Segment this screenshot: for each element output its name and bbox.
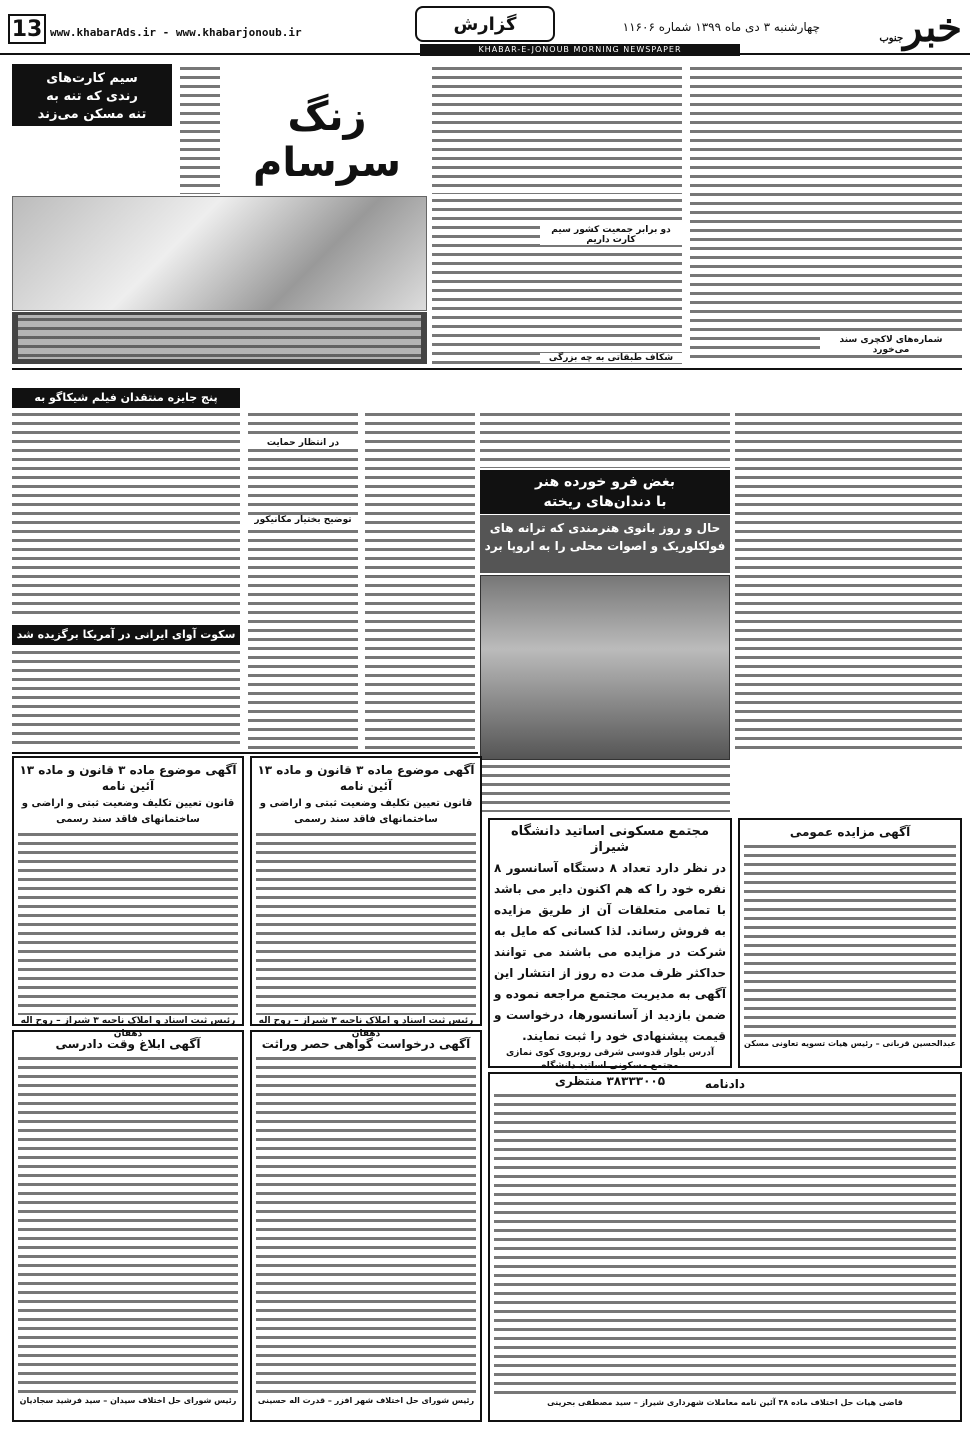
ad-subtitle: قانون تعیین تکلیف وضعیت ثبتی و اراضی و ساختمانهای فاقد سند رسمی xyxy=(259,798,473,825)
subheading: شکاف طبقاتی به چه بزرگی xyxy=(540,353,682,363)
ad-title: آگهی مزایده عمومی xyxy=(789,825,911,839)
voice-headline: سکوت آوای ایرانی در آمریکا برگزیده شد xyxy=(12,625,240,645)
ad-subtitle: قانون تعیین تکلیف وضعیت ثبتی و اراضی و ساختمانهای فاقد سند رسمی xyxy=(21,798,235,825)
newspaper-logo xyxy=(822,4,962,52)
website-urls: www.khabarAds.ir - www.khabarjonoub.ir xyxy=(50,26,302,39)
notice-ad xyxy=(12,1030,244,1422)
teaser-line-2: رندی که تنه به xyxy=(46,89,138,104)
headline-line-1: بغض فرو خورده هنر xyxy=(535,474,675,490)
article-text xyxy=(365,410,475,750)
ad-address: آدرس بلوار قدوسی شرقی روبروی کوی نمازی xyxy=(505,1048,715,1058)
headline-block xyxy=(222,64,432,194)
divider xyxy=(12,752,478,754)
ad-title: دادنامه xyxy=(704,1077,746,1091)
article-text xyxy=(432,196,682,364)
article-text xyxy=(12,648,240,750)
music-headline xyxy=(480,470,730,514)
ad-body xyxy=(256,1054,476,1394)
headline: زنگ سرسام xyxy=(253,94,401,186)
subheading: در انتظار حمایت xyxy=(248,438,358,448)
ad-title: آگهی موضوع ماده ۳ قانون و ماده ۱۳ آئین نامه xyxy=(257,763,475,793)
ad-title: آگهی موضوع ماده ۳ قانون و ماده ۱۳ آئین نامه xyxy=(19,763,237,793)
verdict-ad xyxy=(488,1072,962,1422)
ad-body xyxy=(744,842,956,1037)
photo-caption xyxy=(12,312,427,364)
ad-org: مجتمع مسکونی اساتید دانشگاه xyxy=(541,1061,679,1071)
music-subtitle: حال و روز بانوی هنرمندی که ترانه های فولکلوریک و اصوات محلی را به اروپا برد xyxy=(480,515,730,573)
page-number: 13 xyxy=(8,14,46,44)
subheading: دو برابر جمعیت کشور سیم کارت داریم xyxy=(540,225,682,245)
heirs-ad xyxy=(250,1030,482,1422)
ad-signature: رئیس ثبت اسناد و املاک ناحیه ۳ شیراز – روح اله دهقان xyxy=(258,1016,474,1039)
singer-photo xyxy=(480,575,730,760)
sim-card-photo xyxy=(12,196,427,311)
ad-body xyxy=(256,830,476,1015)
law-ad-1 xyxy=(12,756,244,1039)
article-text xyxy=(480,762,730,812)
ad-signature: رئیس شورای حل اختلاف شهر افزر – قدرت اله حسینی xyxy=(257,1396,475,1405)
article-text xyxy=(480,410,730,468)
article-text xyxy=(12,410,240,620)
section-title: گزارش xyxy=(415,6,555,42)
morning-bar: KHABAR-E-JONOUB MORNING NEWSPAPER xyxy=(420,44,740,56)
logo-text: خبر xyxy=(903,4,962,51)
article-text xyxy=(180,64,220,194)
ad-body xyxy=(18,1054,238,1394)
ad-body xyxy=(18,830,238,1015)
teaser-line-1: سیم کارت‌های xyxy=(46,71,138,86)
law-ad-2 xyxy=(250,756,482,1039)
ad-title: آگهی درخواست گواهی حصر وراثت xyxy=(261,1037,471,1051)
article-text xyxy=(735,410,962,750)
auction-ad xyxy=(738,818,962,1068)
ad-signature: رئیس شورای حل اختلاف سیدان – سید فرشید سجادیان xyxy=(19,1396,237,1405)
sim-card-teaser xyxy=(12,64,172,126)
ad-body xyxy=(494,1091,956,1396)
ad-signature: عبدالحسین قربانی – رئیس هیات تسویه تعاونی مسکن xyxy=(744,1039,956,1048)
headline-line-2: با دندان‌های ریخته xyxy=(543,494,667,510)
subheading: شماره‌های لاکچری سند می‌خورد xyxy=(820,335,962,355)
teaser-line-3: تنه مسکن می‌زند xyxy=(37,107,147,122)
article-text xyxy=(432,64,682,194)
subheading: توضیح بختیار مکانیکور xyxy=(248,515,358,525)
ad-signature: قاضی هیات حل اختلاف ماده ۳۸ آئین نامه معاملات شهرداری شیراز – سید مصطفی بحرینی xyxy=(547,1398,903,1407)
date-line: چهارشنبه ۳ دی ماه ۱۳۹۹ شماره ۱۱۶۰۶ xyxy=(622,20,820,34)
divider xyxy=(12,368,962,370)
logo-sub: جنوب xyxy=(879,33,904,44)
ad-body: در نظر دارد تعداد ۸ دستگاه آسانسور ۸ نفره خود را که هم اکنون دایر می باشد با تمامی متعلقات آن از طریق مزایده به فروش رساند. لذا کسانی که مایل به شرکت در مزایده می باشند می توانند حداکثر ظرف مدت ده روز از انتشار این آگهی به مدیریت مجتمع مراجعه نموده و ضمن بازدید از آسانسورها، درخواست و قیمت پیشنهادی خود را ثبت نمایند. xyxy=(494,861,726,1043)
ad-title: مجتمع مسکونی اساتید دانشگاه شیراز xyxy=(510,824,710,855)
ad-phone: ۳۸۳۳۳۰۰۵ منتظری xyxy=(554,1074,666,1088)
cinema-headline: پنج جایزه منتقدان فیلم شیکاگو به xyxy=(12,388,240,408)
ad-title: آگهی ابلاغ وقت دادرسی xyxy=(55,1037,201,1051)
article-text xyxy=(248,410,358,750)
article-text xyxy=(690,64,962,364)
ad-signature: رئیس ثبت اسناد و املاک ناحیه ۳ شیراز – روح اله دهقان xyxy=(20,1016,236,1039)
